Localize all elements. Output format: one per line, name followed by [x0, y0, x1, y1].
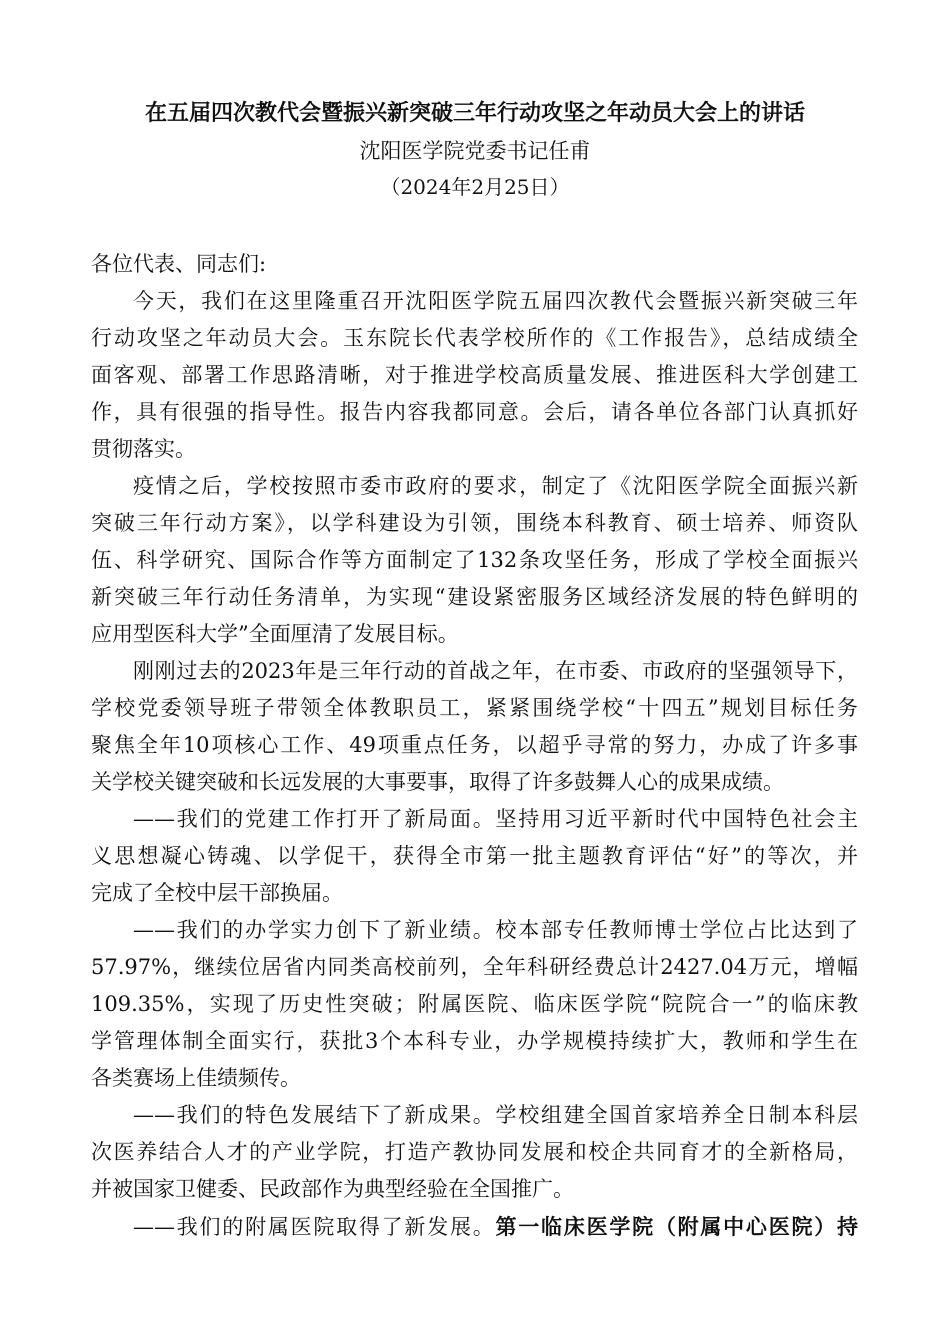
paragraph — [91, 912, 858, 1097]
paragraph-line: 义思想凝心铸魂、以学促干，获得全市第一批主题教育评估“好”的等次，并 — [91, 844, 858, 868]
paragraph-line: ——我们的办学实力创下了新业绩。校本部专任教师博士学位占比达到了 — [133, 918, 858, 942]
document-author: 沈阳医学院党委书记任甫 — [359, 139, 591, 163]
paragraph-line: 各类赛场上佳绩频传。 — [91, 1066, 301, 1090]
paragraph — [91, 283, 858, 468]
greeting: 各位代表、同志们: — [91, 252, 267, 276]
paragraph-line: 应用型医科大学”全面厘清了发展目标。 — [91, 622, 459, 646]
document-title: 在五届四次教代会暨振兴新突破三年行动攻坚之年动员大会上的讲话 — [144, 100, 805, 126]
paragraph-line: 完成了全校中层干部换届。 — [91, 881, 343, 905]
paragraph — [91, 801, 858, 912]
paragraph-line: 贯彻落实。 — [91, 437, 196, 461]
paragraph-line: 行动攻坚之年动员大会。玉东院长代表学校所作的《工作报告》，总结成绩全 — [91, 326, 858, 350]
paragraph — [91, 653, 858, 801]
paragraph-line: 面客观、部署工作思路清晰，对于推进学校高质量发展、推进医科大学创建工 — [91, 363, 858, 387]
paragraph-line: 今天，我们在这里隆重召开沈阳医学院五届四次教代会暨振兴新突破三年 — [133, 289, 858, 313]
paragraph — [91, 1097, 858, 1208]
document-body — [91, 246, 858, 1245]
paragraph-line: 刚刚过去的2023年是三年行动的首战之年，在市委、市政府的坚强领导下， — [133, 659, 858, 683]
paragraph-line: 聚焦全年10项核心工作、49项重点任务，以超乎寻常的努力，办成了许多事 — [91, 733, 858, 757]
document-date: （2024年2月25日） — [380, 175, 570, 199]
final-line-bold-text: 第一临床医学院（附属中心医院）持 — [495, 1214, 858, 1239]
paragraph — [91, 468, 858, 653]
paragraph-line: 57.97%，继续位居省内同类高校前列，全年科研经费总计2427.04万元，增幅 — [91, 955, 858, 979]
paragraph-line: ——我们的党建工作打开了新局面。坚持用习近平新时代中国特色社会主 — [133, 807, 858, 831]
paragraph-line: 关学校关键突破和长远发展的大事要事，取得了许多鼓舞人心的成果成绩。 — [91, 770, 784, 794]
paragraph-line: ——我们的特色发展结下了新成果。学校组建全国首家培养全日制本科层 — [133, 1103, 858, 1127]
paragraph-line: 学管理体制全面实行，获批3个本科专业，办学规模持续扩大，教师和学生在 — [91, 1029, 858, 1053]
paragraph-line: 作，具有很强的指导性。报告内容我都同意。会后，请各单位各部门认真抓好 — [91, 400, 858, 424]
paragraph-line: 新突破三年行动任务清单，为实现“建设紧密服务区域经济发展的特色鲜明的 — [91, 585, 858, 609]
paragraph-line: 学校党委领导班子带领全体教职员工，紧紧围绕学校“十四五”规划目标任务 — [91, 696, 858, 720]
paragraph-line: 伍、科学研究、国际合作等方面制定了132条攻坚任务，形成了学校全面振兴 — [91, 548, 858, 572]
paragraph-line — [91, 1208, 858, 1245]
paragraph-line: 109.35%，实现了历史性突破；附属医院、临床医学院“院院合一”的临床教 — [91, 992, 858, 1016]
final-line-text: ——我们的附属医院取得了新发展。 — [133, 1215, 496, 1239]
paragraph-line: 疫情之后，学校按照市委市政府的要求，制定了《沈阳医学院全面振兴新 — [133, 474, 858, 498]
paragraph-line: 突破三年行动方案》，以学科建设为引领，围绕本科教育、硕士培养、师资队 — [91, 511, 858, 535]
paragraph-line: 次医养结合人才的产业学院，打造产教协同发展和校企共同育才的全新格局， — [91, 1140, 858, 1164]
paragraph-line: 并被国家卫健委、民政部作为典型经验在全国推广。 — [91, 1177, 574, 1201]
